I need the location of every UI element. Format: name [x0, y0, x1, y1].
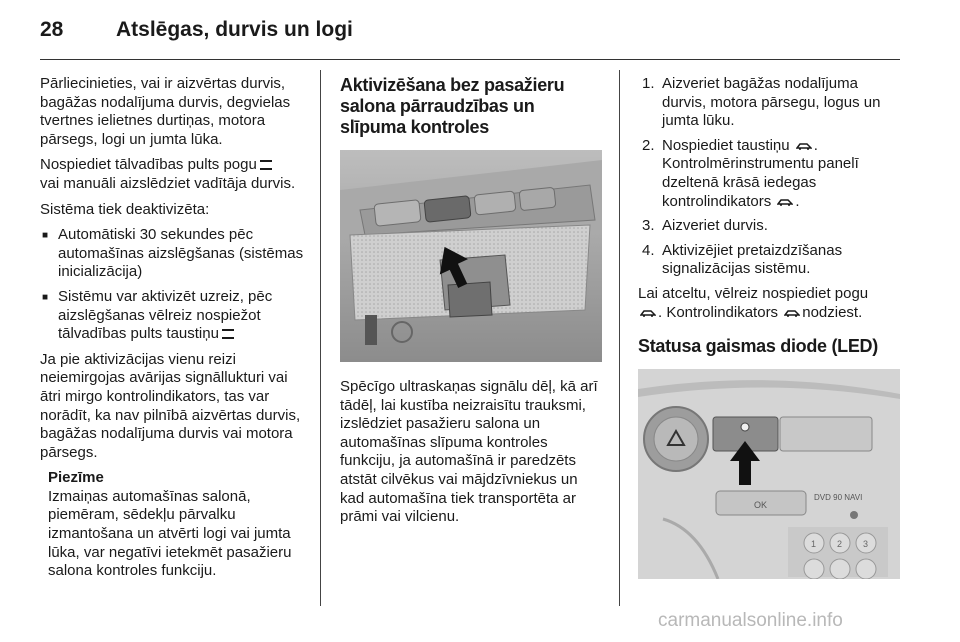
chapter-title: Atslēgas, durvis un logi: [116, 18, 353, 41]
key-3: 3: [863, 539, 869, 550]
page-number: 28: [40, 18, 64, 41]
list-item: ■ Automātiski 30 sekundes pēc automašīnas aizslēgšanas (sistēmas inicializācija): [40, 226, 312, 282]
overhead-console-illustration: [340, 150, 602, 362]
column-right: [638, 75, 900, 579]
header-divider: [40, 59, 900, 60]
key-1: 1: [811, 539, 817, 550]
note-title: Piezīme: [48, 469, 104, 487]
paragraph-warning: Ja pie aktivizācijas vienu reizi neiemirgojas avārijas signāllukturi vai ātri mirgo kontrolindikators, tas var norādīt, ka nav pilnībā aizvērtas durvis, bagāžas nodalījuma durvis vai motora pārsegs.: [40, 350, 301, 461]
paragraph-cancel: Lai atceltu, vēlreiz nospiediet pogu . Kontrolindikators nodziest.: [638, 284, 869, 321]
ok-label: OK: [754, 500, 768, 511]
car-tilt-icon: [796, 141, 812, 150]
key-2: 2: [837, 539, 843, 550]
lock-button-icon: [260, 160, 272, 170]
column-divider-2: [619, 70, 620, 606]
car-tilt-icon: [784, 308, 800, 317]
note-text: Izmaiņas automašīnas salonā, piemēram, sēdekļu pārvalku izmantošana un atvērti logi vai jumta lūka, var negatīvi ietekmēt pasažieru salona kontroles funkciju.: [48, 487, 292, 580]
led-panel-photo: [638, 369, 900, 579]
list-item: 4. Aktivizējiet pretaizdzīšanas signalizācijas sistēmu.: [642, 241, 843, 278]
paragraph-deactivated: Sistēma tiek deaktivizēta:: [40, 200, 210, 218]
car-tilt-icon: [640, 308, 656, 317]
list-item: 1. Aizveriet bagāžas nodalījuma durvis, motora pārsegu, logus un jumta lūku.: [642, 75, 881, 130]
paragraph-press-remote: Nospiediet tālvadības pults pogu vai manuāli aizslēdziet vadītāja durvis.: [40, 156, 296, 192]
overhead-console-photo: [340, 150, 602, 362]
list-item: 2. Nospiediet taustiņu . Kontrolmērinstrumentu panelī dzeltenā krāsā iedegas kontrolindikators .: [642, 136, 859, 210]
list-item: ■ Sistēmu var aktivizēt uzreiz, pēc aizslēgšanas vēlreiz nospiežot tālvadības pults taustiņu: [40, 288, 312, 344]
column-divider-1: [320, 70, 321, 606]
column-middle: [340, 75, 604, 534]
watermark: carmanualsonline.info: [658, 610, 843, 631]
dvd-navi-label: DVD 90 NAVI: [814, 493, 863, 503]
paragraph-check-closed: Pārliecinieties, vai ir aizvērtas durvis, bagāžas nodalījuma durvis, degvielas tvertnes ielietnes durtiņas, motora pārsegs, logi un jumta lūka.: [40, 75, 291, 148]
car-tilt-icon: [777, 197, 793, 206]
list-item: 3. Aizveriet durvis.: [642, 217, 768, 235]
section-heading-led: Statusa gaismas diode (LED): [638, 336, 878, 357]
step-list: [638, 75, 900, 279]
page-header: [0, 0, 960, 60]
dashboard-led-illustration: [638, 369, 900, 579]
paragraph-ultrasound: Spēcīgo ultraskaņas signālu dēļ, kā arī tādēļ, lai kustība neizraisītu trauksmi, izslēdziet pasažieru salona un automašīnas slīpuma kontroles funkciju, ja automašīnā ir paredzēts atstāt cilvēkus vai mājdzīvniekus un kad automašīna tiek transportēta ar prāmi vai vilcienu.: [340, 378, 598, 526]
note-box: [40, 469, 312, 581]
column-left: [40, 75, 312, 588]
lock-button-icon: [222, 329, 234, 339]
bullet-list: [40, 226, 312, 344]
section-heading: Aktivizēšana bez pasažieru salona pārraudzības un slīpuma kontroles: [340, 75, 565, 137]
